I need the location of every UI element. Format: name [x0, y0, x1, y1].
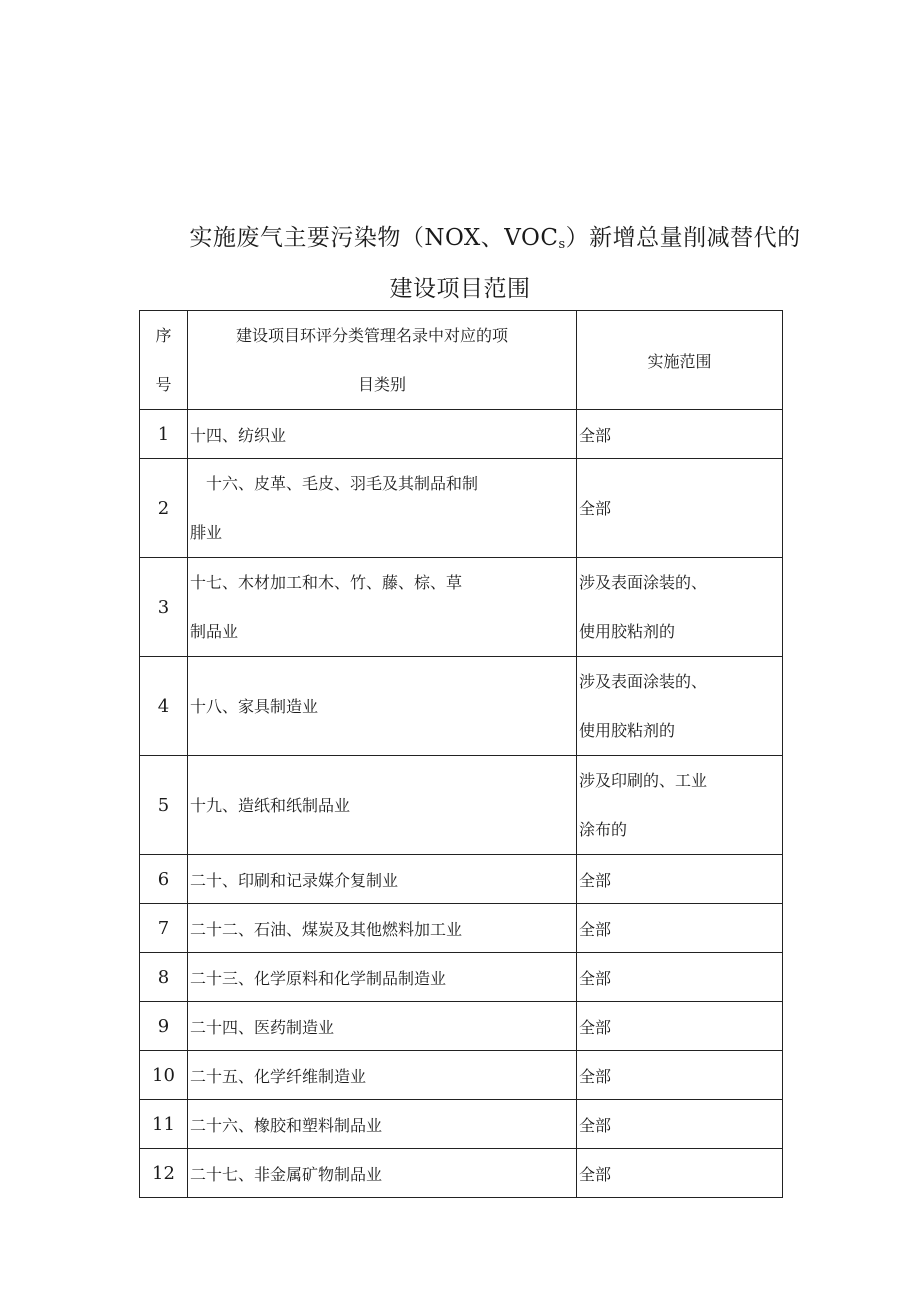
row-number: 11 [140, 1100, 188, 1149]
category-line: 二十六、橡胶和塑料制品业 [190, 1115, 383, 1135]
row-number: 4 [140, 657, 188, 756]
row-scope [577, 1002, 783, 1051]
row-number: 12 [140, 1149, 188, 1198]
scope-line: 涂布的 [579, 820, 628, 839]
header-number [140, 311, 188, 410]
category-line: 二十四、医药制造业 [190, 1017, 335, 1037]
row-scope [577, 1051, 783, 1100]
header-number-line-1: 序 [155, 326, 172, 345]
scope-line: 使用胶粘剂的 [579, 721, 676, 740]
table-row [140, 904, 783, 953]
header-number-line-2: 号 [155, 375, 172, 394]
row-number: 5 [140, 756, 188, 855]
document-title-line-2: 建设项目范围 [389, 276, 531, 302]
category-line: 二十七、非金属矿物制品业 [190, 1164, 383, 1184]
scope-line: 全部 [579, 498, 612, 518]
table-row [140, 756, 783, 855]
row-scope [577, 1100, 783, 1149]
title-suffix: ）新增总量削减替代的 [565, 225, 801, 251]
row-category [188, 953, 577, 1002]
scope-line: 全部 [579, 968, 612, 988]
header-category-line-2: 目类别 [357, 375, 406, 394]
table-row [140, 855, 783, 904]
header-category-line-1: 建设项目环评分类管理名录中对应的项 [235, 326, 508, 345]
table-row [140, 657, 783, 756]
row-number: 1 [140, 410, 188, 459]
scope-line: 全部 [579, 1164, 612, 1184]
category-line: 制品业 [190, 622, 239, 641]
row-category [188, 756, 577, 855]
row-category [188, 558, 577, 657]
table-row [140, 1051, 783, 1100]
category-line: 十七、木材加工和木、竹、藤、棕、草 [190, 573, 463, 592]
table-row [140, 1100, 783, 1149]
table-row [140, 1149, 783, 1198]
title-subscript: s [558, 237, 566, 252]
category-line: 二十、印刷和记录媒介复制业 [190, 870, 399, 890]
scope-line: 全部 [579, 425, 612, 445]
row-scope [577, 558, 783, 657]
row-number: 7 [140, 904, 188, 953]
row-number: 8 [140, 953, 188, 1002]
row-scope [577, 657, 783, 756]
row-scope [577, 855, 783, 904]
row-scope [577, 756, 783, 855]
row-category [188, 1149, 577, 1198]
table-row [140, 1002, 783, 1051]
row-scope [577, 459, 783, 558]
row-category [188, 459, 577, 558]
category-line: 十八、家具制造业 [190, 696, 319, 716]
table-row [140, 558, 783, 657]
row-scope [577, 904, 783, 953]
row-scope [577, 1149, 783, 1198]
project-scope-table [139, 310, 783, 1198]
scope-line: 涉及印刷的、工业 [579, 771, 708, 790]
row-number: 3 [140, 558, 188, 657]
title-prefix: 实施废气主要污染物（NOX、VOC [189, 225, 559, 251]
category-line: 腓业 [190, 523, 223, 542]
scope-line: 全部 [579, 1017, 612, 1037]
row-category [188, 904, 577, 953]
scope-line: 全部 [579, 1115, 612, 1135]
row-number: 10 [140, 1051, 188, 1100]
row-number: 2 [140, 459, 188, 558]
scope-line: 涉及表面涂装的、 [579, 672, 708, 691]
row-category [188, 1100, 577, 1149]
scope-line: 全部 [579, 919, 612, 939]
table-row [140, 410, 783, 459]
row-scope [577, 410, 783, 459]
category-line: 二十三、化学原料和化学制品制造业 [190, 968, 447, 988]
scope-line: 全部 [579, 1066, 612, 1086]
row-number: 9 [140, 1002, 188, 1051]
row-category [188, 657, 577, 756]
category-line: 十四、纺织业 [190, 425, 287, 445]
table-row [140, 953, 783, 1002]
category-line: 十六、皮革、毛皮、羽毛及其制品和制 [206, 474, 479, 493]
header-scope: 实施范围 [577, 311, 783, 410]
row-category [188, 410, 577, 459]
table-row [140, 459, 783, 558]
category-line: 二十二、石油、煤炭及其他燃料加工业 [190, 919, 463, 939]
scope-line: 全部 [579, 870, 612, 890]
scope-line: 涉及表面涂装的、 [579, 573, 708, 592]
header-category [188, 311, 577, 410]
row-category [188, 1051, 577, 1100]
table-header-row [140, 311, 783, 410]
category-line: 十九、造纸和纸制品业 [190, 795, 351, 815]
document-title-line-1 [0, 219, 920, 252]
row-scope [577, 953, 783, 1002]
row-number: 6 [140, 855, 188, 904]
row-category [188, 855, 577, 904]
row-category [188, 1002, 577, 1051]
scope-line: 使用胶粘剂的 [579, 622, 676, 641]
category-line: 二十五、化学纤维制造业 [190, 1066, 367, 1086]
